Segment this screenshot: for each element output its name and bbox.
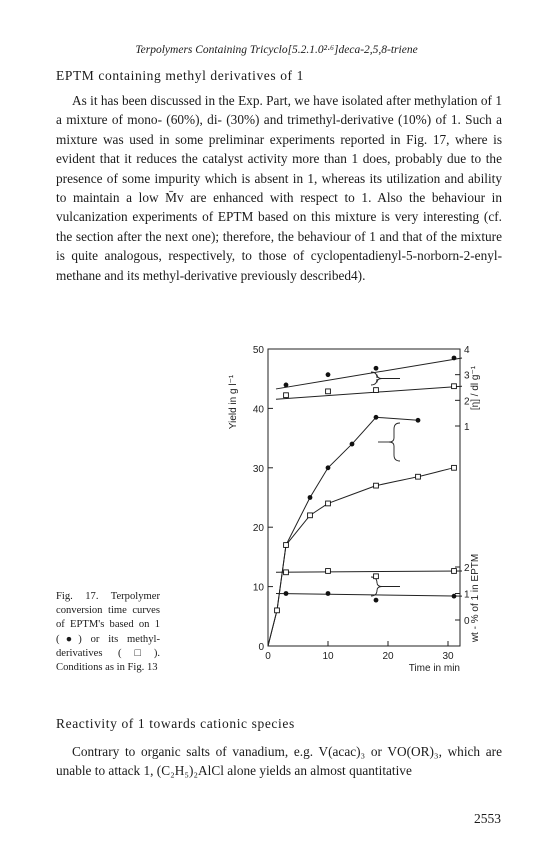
x-axis-label: Time in min — [408, 663, 460, 674]
y-tick-label: 20 — [252, 523, 264, 535]
x-tick-label: 10 — [322, 651, 334, 662]
page-number: 2553 — [474, 811, 501, 826]
series-curve — [276, 594, 462, 597]
data-point-open — [452, 465, 457, 470]
series-curve — [268, 468, 454, 646]
body-paragraph: As it has been discussed in the Exp. Part, we have isolated after methylation of 1 a mixture of mono- (60%), di- (30%) and trimethyl-derivative (10%) of 1. Such a mixture was used in some preliminar experiments reported in Fig. 17, where is evident that it reduces the catalyst activity more than 1 does, probably due to the presence of some impurity which is absent in 1, whereas its utilization and ability to maintain a low M̄v are enhanced with respect to 1. Also the behaviour in vulcanization experiments of EPTM based on this mixture is very interesting (cf. the section after the next one); therefore, the behaviour of 1 and that of the mixture is quite analogous, respectively, to those of cyclopentadienyl-5-norborn-2-enyl-methane and its methyl-derivative previously described4). — [56, 93, 502, 283]
y-tick-label: 10 — [252, 582, 264, 594]
chart-curves — [268, 358, 462, 646]
chart-labels — [228, 345, 481, 674]
section-title: EPTM containing methyl derivatives of 1 — [56, 68, 304, 83]
y-tick-label: 40 — [252, 404, 264, 416]
data-point-filled — [308, 495, 313, 500]
right-upper-tick-label: 2 — [464, 396, 470, 408]
data-point-open — [284, 393, 289, 398]
body-paragraph-2: Contrary to organic salts of vanadium, e.g. V(acac)₃ or VO(OR)₃, which are unable to attack 1, (C₂H₅)₂AlCl alone yields an almost quantitative — [56, 744, 502, 779]
right-upper-tick-label: 3 — [464, 370, 470, 382]
right-upper-axis-label: [η] / dl g⁻¹ — [470, 365, 481, 411]
data-point-open — [284, 543, 289, 548]
data-point-open — [275, 608, 280, 613]
data-point-open — [374, 483, 379, 488]
series-curve — [276, 358, 462, 389]
data-point-filled — [374, 366, 379, 371]
brace-annotation — [389, 423, 400, 461]
data-point-filled — [326, 372, 331, 377]
x-tick-label: 20 — [382, 651, 394, 662]
data-point-filled — [452, 594, 457, 599]
data-point-filled — [374, 415, 379, 420]
data-point-open — [326, 501, 331, 506]
brace-annotation — [371, 577, 382, 596]
data-point-open — [416, 474, 421, 479]
y-tick-label: 0 — [258, 642, 264, 653]
data-point-open — [326, 389, 331, 394]
data-point-filled — [452, 356, 457, 361]
figure-caption: Fig. 17. Terpolymer conversion time curves of EPTM's based on 1 (●) or its methyl-derivatives (□). Conditions as in Fig. 13 — [56, 591, 160, 674]
data-point-open — [374, 388, 379, 393]
data-point-filled — [284, 591, 289, 596]
chart-marks — [275, 356, 457, 613]
section-title-2: Reactivity of 1 towards cationic species — [56, 716, 295, 731]
brace-annotation — [371, 372, 382, 385]
data-point-filled — [416, 418, 421, 423]
right-lower-axis-label: wt - % of 1 in EPTM — [470, 553, 481, 643]
y-axis-label: Yield in g l⁻¹ — [228, 374, 239, 430]
data-point-open — [326, 569, 331, 574]
right-lower-tick-label: 2 — [464, 563, 470, 574]
y-tick-label: 30 — [252, 463, 264, 475]
data-point-open — [374, 574, 379, 579]
x-tick-label: 30 — [442, 651, 454, 662]
right-upper-tick-label: 1 — [464, 422, 470, 433]
right-upper-tick-label: 4 — [464, 345, 470, 356]
series-curve — [276, 386, 462, 399]
series-curve — [268, 417, 418, 646]
data-point-open — [284, 570, 289, 575]
data-point-open — [308, 513, 313, 518]
data-point-filled — [326, 465, 331, 470]
series-curve — [276, 571, 462, 572]
right-lower-tick-label: 1 — [464, 589, 470, 601]
data-point-open — [452, 569, 457, 574]
data-point-filled — [374, 598, 379, 603]
y-tick-label: 50 — [252, 345, 264, 356]
right-lower-tick-label: 0 — [464, 616, 470, 627]
x-tick-label: 0 — [265, 651, 271, 662]
running-head: Terpolymers Containing Tricyclo[5.2.1.0²·⁶]deca-2,5,8-triene — [135, 44, 418, 56]
data-point-filled — [350, 442, 355, 447]
data-point-filled — [284, 383, 289, 388]
data-point-open — [452, 384, 457, 389]
data-point-filled — [326, 591, 331, 596]
